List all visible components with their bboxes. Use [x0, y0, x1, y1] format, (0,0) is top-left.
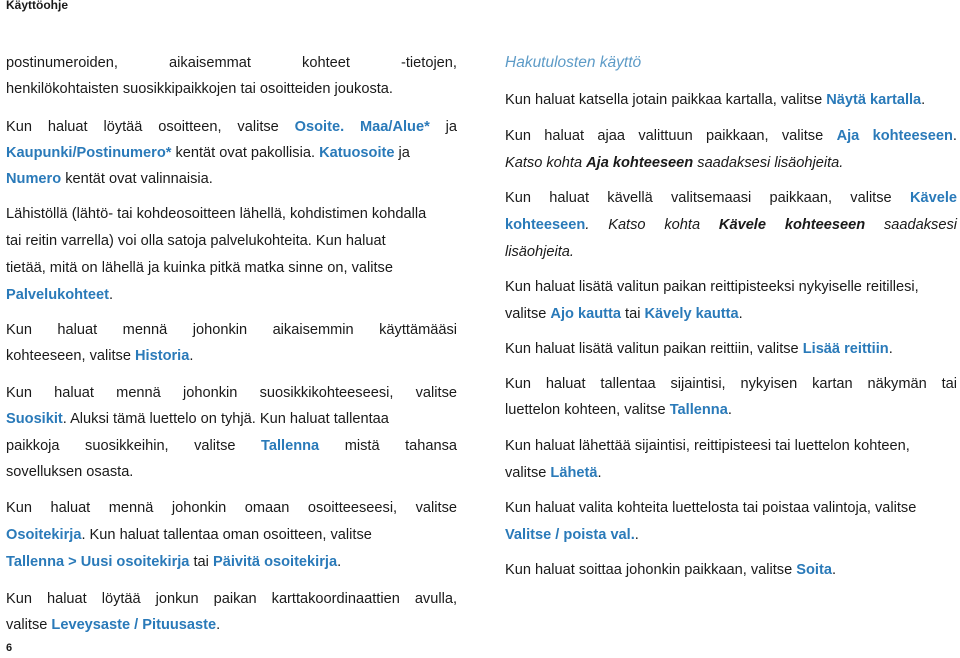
kavely-kautta-link[interactable]: Kävely kautta: [644, 306, 739, 322]
text: ja: [394, 145, 410, 161]
katuosoite-link[interactable]: Katuosoite: [319, 145, 395, 161]
text-line: tietää, mitä on lähellä ja kuinka pitkä matka sinne on, valitse: [6, 260, 393, 276]
text: Kun haluat katsella jotain paikkaa kartalla, valitse: [505, 92, 827, 108]
text-line: [505, 216, 957, 234]
tallenna-link[interactable]: Tallenna: [261, 438, 320, 454]
text-line: Kun haluat mennä johonkin aikaisemmin käyttämääsi: [6, 322, 457, 338]
text: .: [189, 348, 194, 364]
text-line: Lähistöllä (lähtö- tai kohdeosoitteen lähellä, kohdistimen kohdalla: [6, 206, 427, 222]
text-line: sovelluksen osasta.: [6, 464, 134, 480]
document-header: Käyttöohje: [6, 0, 69, 12]
text: . Aluksi tämä luettelo on tyhjä. Kun haluat tallentaa: [62, 411, 389, 427]
text-line: Kun haluat lisätä valitun paikan reittipisteeksi nykyiselle reitillesi,: [505, 279, 919, 295]
uusi-osoitekirja-link[interactable]: Tallenna > Uusi osoitekirja: [6, 554, 190, 570]
text: kentät ovat pakollisia.: [171, 145, 320, 161]
text: aikaisemmat: [169, 55, 251, 71]
emphasis-text: Kävele kohteeseen: [718, 217, 866, 233]
palvelukohteet-link[interactable]: Palvelukohteet: [6, 287, 110, 303]
text-line: [6, 553, 457, 571]
suosikit-link[interactable]: Suosikit: [6, 411, 63, 427]
text: kentät ovat valinnaisia.: [61, 171, 213, 187]
text: .: [727, 402, 732, 418]
text: saadaksesi: [883, 217, 957, 233]
aja-kohteeseen-link[interactable]: Aja kohteeseen: [836, 128, 953, 144]
section-heading: Hakutulosten käyttö: [505, 54, 642, 71]
text-line: [6, 616, 457, 634]
leveysaste-pituusaste-link[interactable]: Leveysaste / Pituusaste: [51, 617, 217, 633]
historia-link[interactable]: Historia: [135, 348, 190, 364]
text: .: [597, 465, 602, 481]
text-line: [6, 170, 457, 188]
text: postinumeroiden,: [6, 55, 118, 71]
osoitekirja-link[interactable]: Osoitekirja: [6, 527, 82, 543]
text: .: [888, 341, 893, 357]
text-line: Kun haluat valita kohteita luettelosta tai poistaa valintoja, valitse: [505, 500, 917, 516]
text-line: henkilökohtaisten suosikkipaikkojen tai osoitteiden joukosta.: [6, 81, 393, 97]
text: .: [738, 306, 743, 322]
text-line: [505, 189, 957, 207]
text: saadaksesi lisäohjeita.: [693, 155, 844, 171]
kohteeseen-link[interactable]: kohteeseen: [505, 217, 586, 233]
kaupunki-postinumero-link[interactable]: Kaupunki/Postinumero*: [6, 145, 172, 161]
text-line: [505, 154, 957, 172]
laheta-link[interactable]: Lähetä: [550, 465, 598, 481]
lisaa-reittiin-link[interactable]: Lisää reittiin: [802, 341, 889, 357]
text-line: [6, 286, 457, 304]
text-line: Kun haluat mennä johonkin suosikkikohteeseesi, valitse: [6, 385, 457, 401]
text: kohteet: [302, 55, 350, 71]
emphasis-text: Aja kohteeseen: [586, 155, 694, 171]
text: tai: [189, 554, 213, 570]
text-line: [6, 118, 457, 136]
text: Kun haluat ajaa valittuun paikkaan, valitse: [505, 128, 824, 144]
text-line: Kun haluat tallentaa sijaintisi, nykyisen kartan näkymän tai: [505, 376, 957, 392]
text: -tietojen,: [401, 55, 457, 71]
text: Kun haluat kävellä valitsemaasi paikkaan, valitse: [505, 190, 892, 206]
page-number: 6: [6, 642, 13, 654]
text: valitse: [505, 306, 551, 322]
text: . Kun haluat tallentaa oman osoitteen, valitse: [81, 527, 372, 543]
text-line: [505, 526, 957, 544]
numero-link[interactable]: Numero: [6, 171, 62, 187]
text-line: [505, 561, 957, 579]
valitse-poista-valinta-link[interactable]: Valitse / poista val.: [505, 527, 635, 543]
text: . Katso kohta: [585, 217, 701, 233]
text: Kun haluat löytää osoitteen, valitse: [6, 119, 295, 135]
text-line: [505, 91, 957, 109]
text-line: [6, 410, 457, 428]
text: tai: [620, 306, 645, 322]
kavele-link[interactable]: Kävele: [909, 190, 957, 206]
text-line: Kun haluat lähettää sijaintisi, reittipisteesi tai luettelon kohteen,: [505, 438, 910, 454]
text: mistä tahansa: [344, 438, 458, 454]
text: Katso kohta: [505, 155, 587, 171]
text-line: tai reitin varrella) voi olla satoja palvelukohteita. Kun haluat: [6, 233, 386, 249]
text-line: Kun haluat löytää jonkun paikan karttakoordinaattien avulla,: [6, 591, 457, 607]
maa-alue-link[interactable]: Maa/Alue*: [360, 119, 430, 135]
text-line: [6, 144, 457, 162]
text: .: [216, 617, 221, 633]
tallenna-link[interactable]: Tallenna: [669, 402, 728, 418]
text-line: Kun haluat mennä johonkin omaan osoitteeseesi, valitse: [6, 500, 457, 516]
text-line: [505, 305, 957, 323]
text-line: [6, 54, 457, 72]
text-line: [6, 526, 457, 544]
text: valitse: [505, 465, 551, 481]
text-line: lisäohjeita.: [505, 244, 574, 260]
nayta-kartalla-link[interactable]: Näytä kartalla: [826, 92, 922, 108]
text: luettelon kohteen, valitse: [505, 402, 670, 418]
text: .: [921, 92, 926, 108]
text-line: [505, 401, 957, 419]
ajo-kautta-link[interactable]: Ajo kautta: [550, 306, 621, 322]
soita-link[interactable]: Soita: [796, 562, 832, 578]
text: valitse: [6, 617, 52, 633]
text: paikkoja suosikkeihin, valitse: [6, 438, 236, 454]
text: Kun haluat soittaa johonkin paikkaan, valitse: [505, 562, 797, 578]
osoite-link[interactable]: Osoite.: [294, 119, 345, 135]
paivita-osoitekirja-link[interactable]: Päivitä osoitekirja: [212, 554, 338, 570]
text: .: [952, 128, 957, 144]
text: .: [634, 527, 639, 543]
text: .: [109, 287, 114, 303]
text-line: [6, 347, 457, 365]
text-line: [505, 340, 957, 358]
text: .: [337, 554, 342, 570]
text: .: [831, 562, 837, 578]
text-line: [6, 437, 457, 455]
text-line: [505, 464, 957, 482]
text: Kun haluat lisätä valitun paikan reittiin, valitse: [505, 341, 803, 357]
text-line: [505, 127, 957, 145]
text: kohteeseen, valitse: [6, 348, 135, 364]
text: ja: [445, 119, 457, 135]
